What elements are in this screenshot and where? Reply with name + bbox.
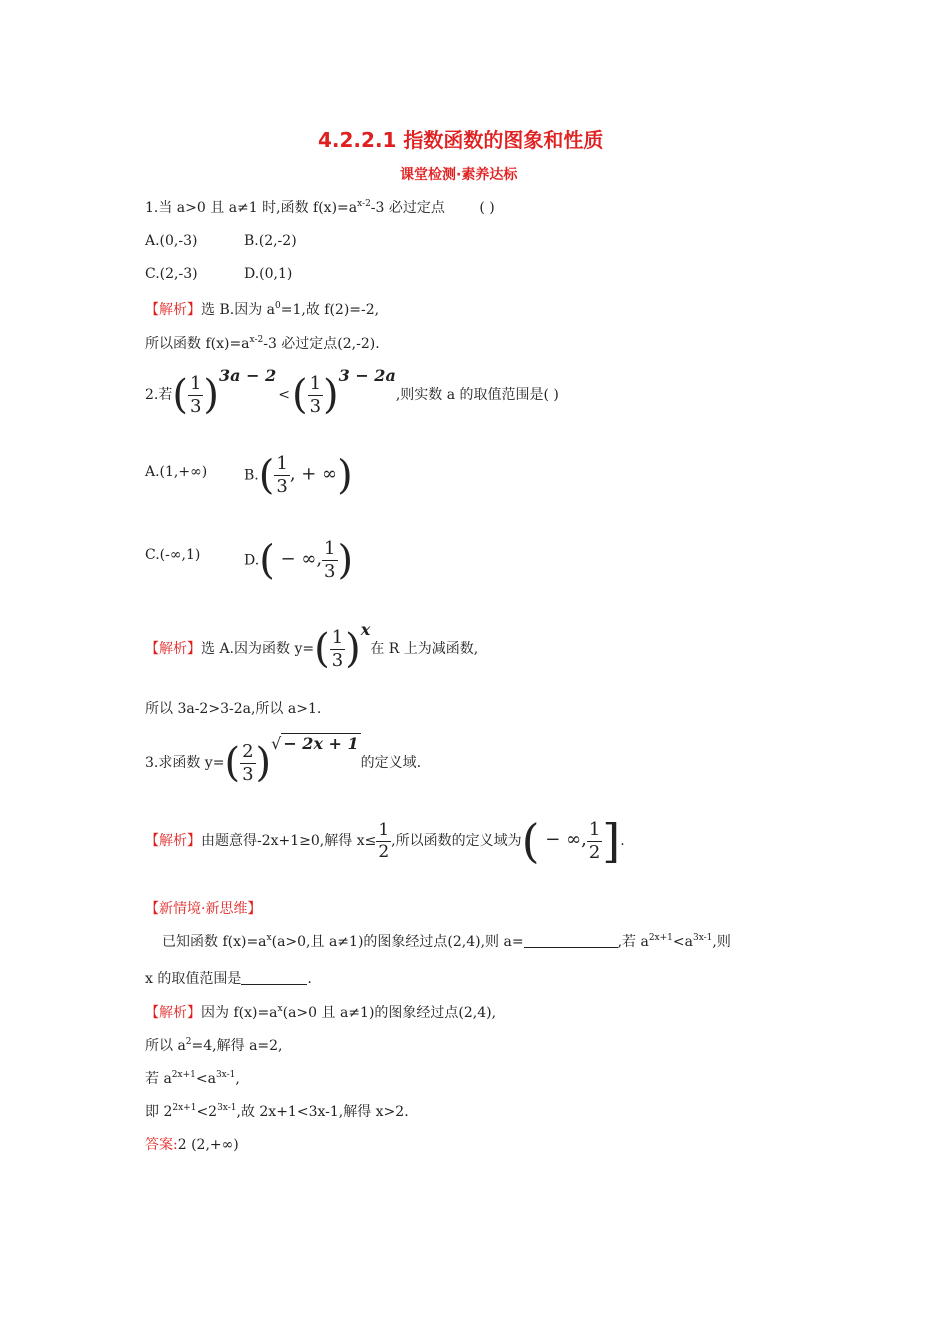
q2-stem: 2.若( $\frac{1}{3}$ )3a − 2<( $\frac{1}{3}$ )3 − 2a,则实数 a 的取值范围是( ) <box>145 366 559 418</box>
q2-option-a: A.(1,+∞) <box>145 464 208 480</box>
q1-solution-line1: 【解析】选 B.因为 $a^0=1$,故 f(2)=-2, <box>145 301 380 318</box>
q1-option-a: A.(0,-3) <box>145 233 198 249</box>
q1-option-c: C.(2,-3) <box>145 266 198 282</box>
q2-solution-line1: 【解析】选 A.因为函数 y=( $\frac{1}{3}$ )x在 R 上为减函数, <box>145 620 479 672</box>
q3-stem: 3.求函数 y=( $\frac{2}{3}$ )√− 2x + 1的定义域. <box>145 734 422 786</box>
q4-solution-line3: 若 $a^{2x+1}<a^{3x-1}$, <box>145 1070 240 1087</box>
q1-stem: 1.当 a>0 且 a≠1 时,函数 $f(x)=a^{x-2}-3$ 必过定点 ( ) <box>145 199 495 216</box>
q4-solution-line1: 【解析】因为 $f(x)=a^x(a>0$ 且 a≠1)的图象经过点(2,4), <box>145 1004 497 1021</box>
q4-stem-line1: 已知函数 $f(x)=a^x(a>0$,且 a≠1)的图象经过点(2,4),则 a= ,若 $a^{2x+1}<a^{3x-1}$,则 <box>162 933 731 950</box>
q4-solution-line4: 即 $2^{2x+1}<2^{3x-1}$,故 2x+1<3x-1,解得 x>2. <box>145 1103 409 1120</box>
q2-solution-line2: 所以 3a-2>3-2a,所以 a>1. <box>145 701 322 717</box>
q4-answer: 答案:2 (2,+∞) <box>145 1137 239 1153</box>
q4-stem-line2: x 的取值范围是 . <box>145 971 312 987</box>
section-subtitle: 课堂检测·素养达标 <box>400 167 518 183</box>
answer-blank-x <box>241 970 307 985</box>
q4-solution-line2: 所以 $a^2=4$,解得 a=2, <box>145 1037 283 1054</box>
q1-option-d: D.(0,1) <box>244 266 293 282</box>
q3-solution: 【解析】由题意得-2x+1≥0,解得 x≤ $\frac{1}{2}$ ,所以函数的定义域为( − ∞, $\frac{1}{2}$ ]. <box>145 814 625 868</box>
q2-option-c: C.(-∞,1) <box>145 547 201 563</box>
new-scenario-tag: 【新情境·新思维】 <box>145 901 262 917</box>
q1-option-b: B.(2,-2) <box>244 233 297 249</box>
q2-option-b: B.( $\frac{1}{3}$ , + ∞) <box>244 452 353 499</box>
q2-option-d: D.( − ∞, $\frac{1}{3}$ ) <box>244 537 354 584</box>
q1-solution-line2: 所以函数 $f(x)=a^{x-2}-3$ 必过定点(2,-2). <box>145 335 380 352</box>
answer-blank-a <box>524 933 618 948</box>
document-title: 4.2.2.1 指数函数的图象和性质 <box>318 128 604 152</box>
